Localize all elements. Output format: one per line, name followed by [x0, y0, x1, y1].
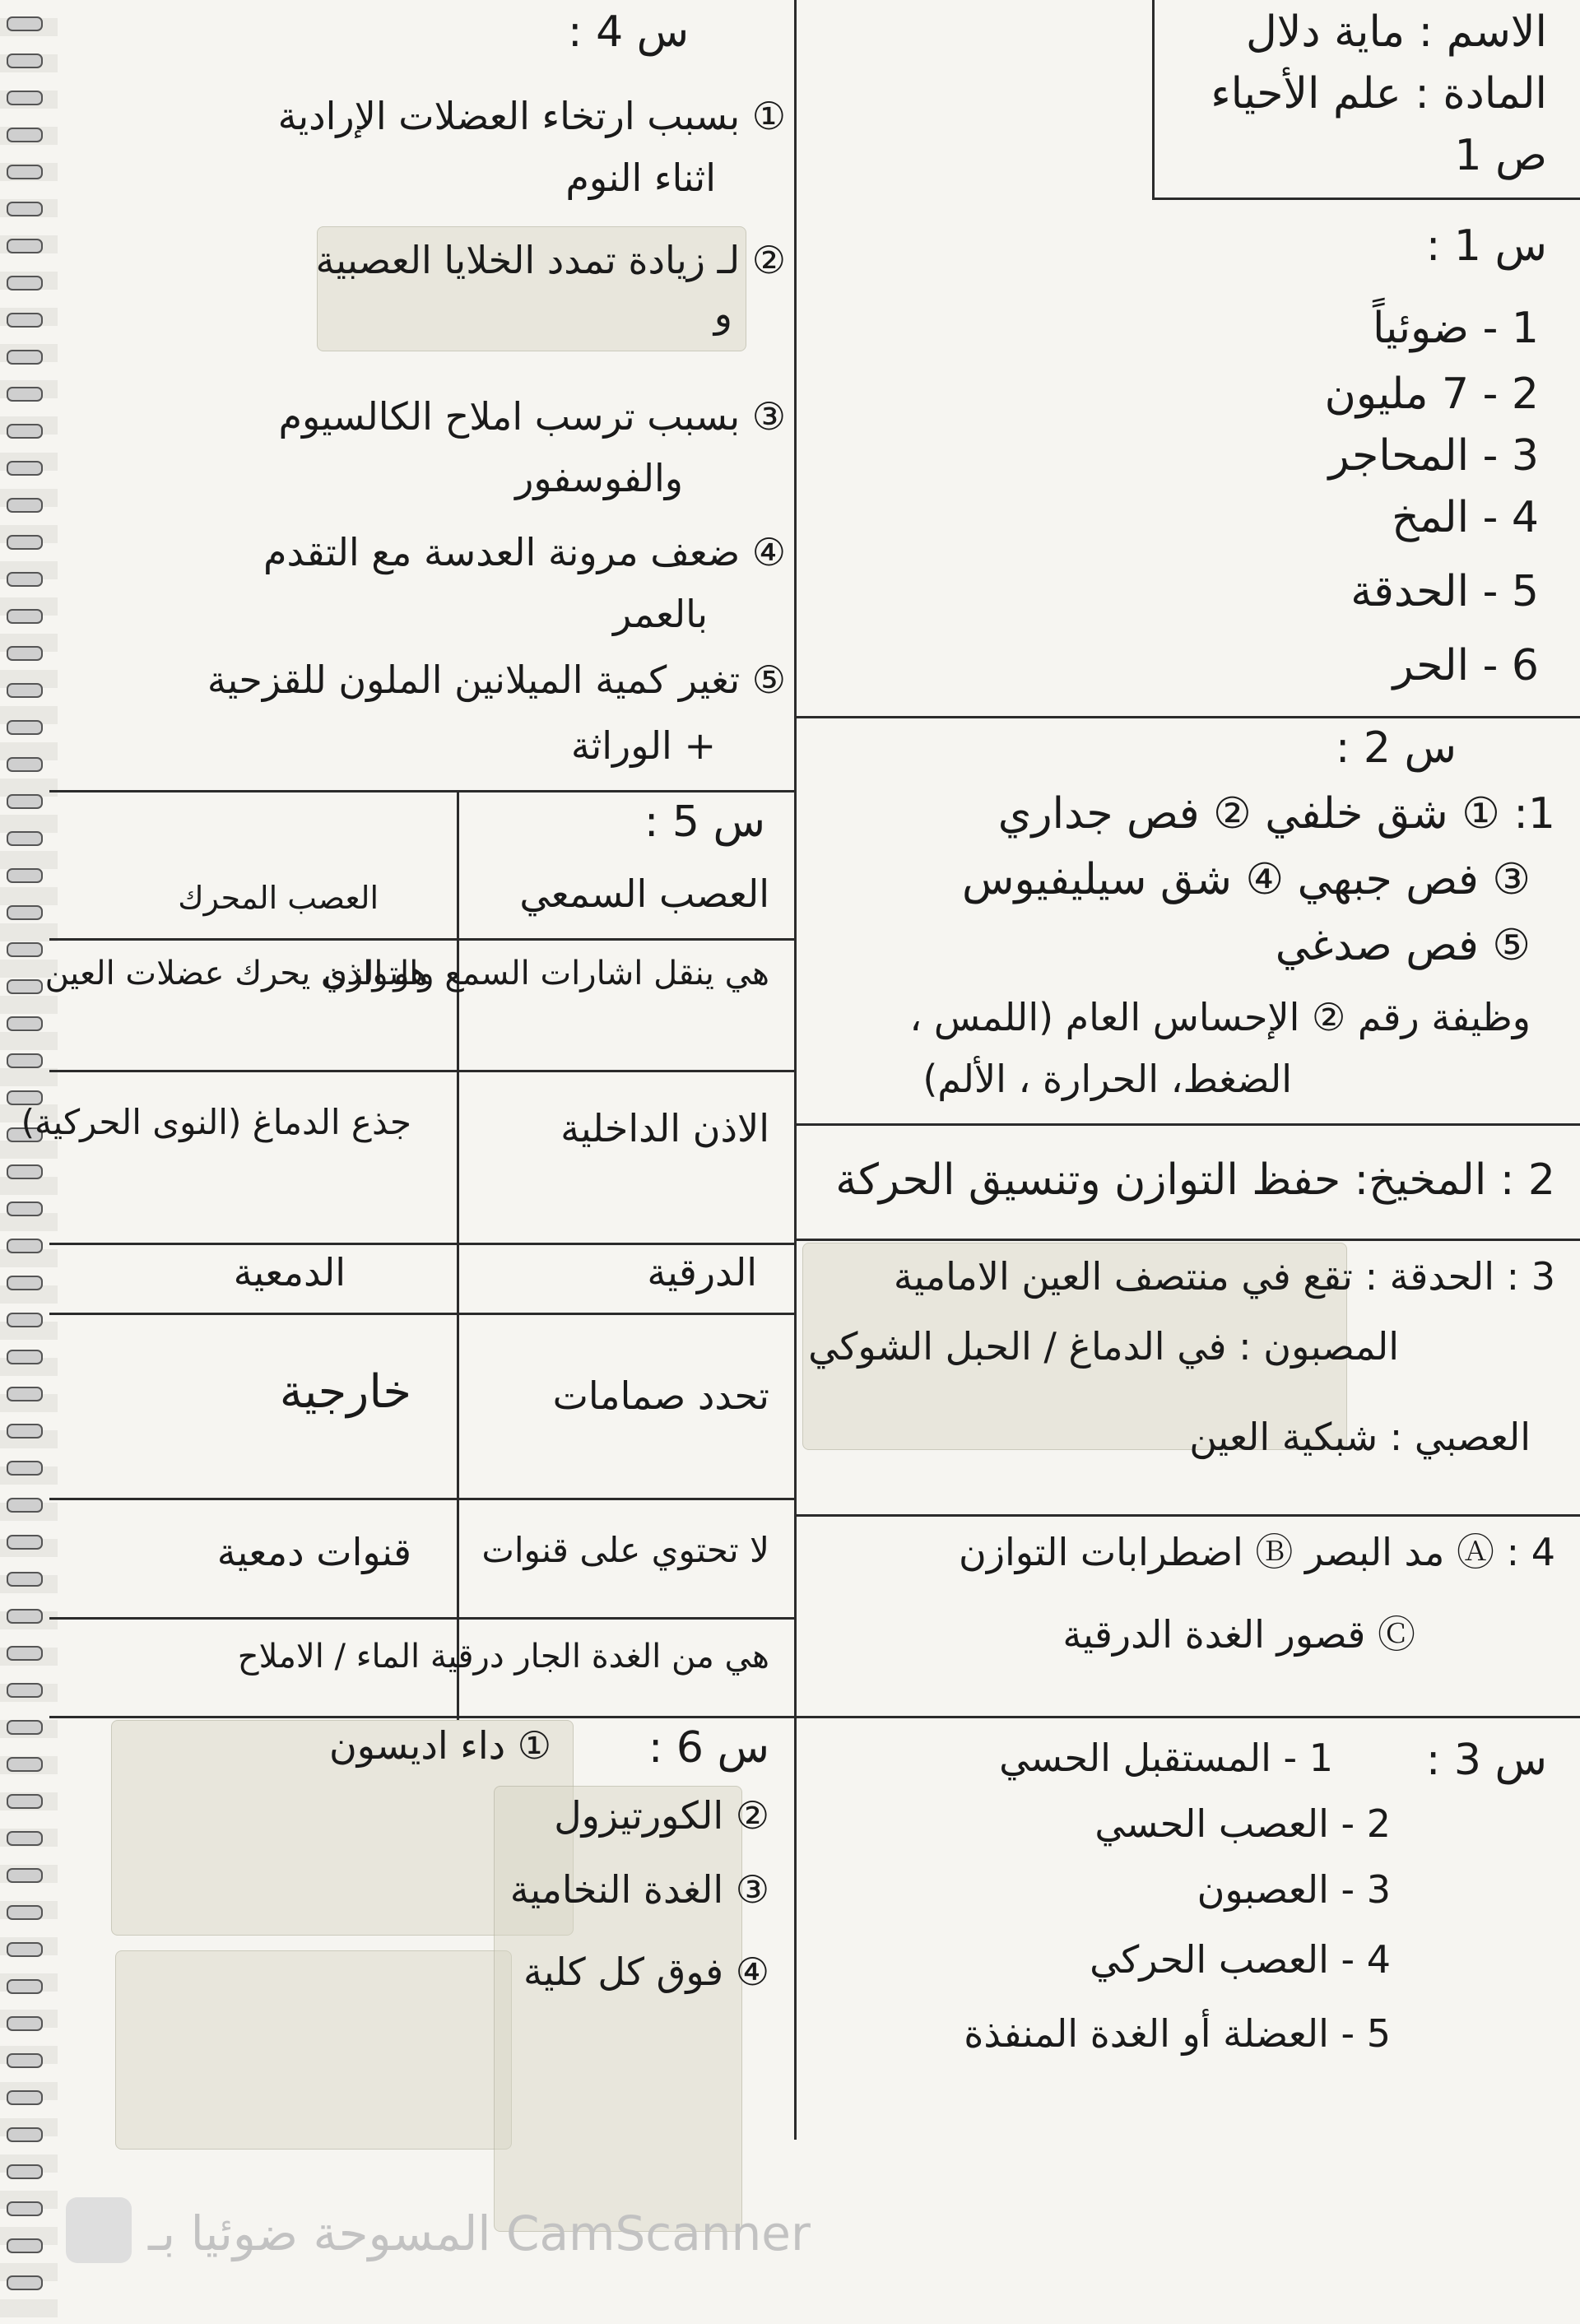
spiral-ring — [7, 646, 43, 661]
q2-item-4-line-2: Ⓒ قصور الغدة الدرقية — [1062, 1612, 1415, 1657]
spiral-ring — [7, 1461, 43, 1476]
q5-row-line — [49, 1617, 794, 1620]
spiral-ring — [7, 2090, 43, 2105]
spiral-ring — [7, 1979, 43, 1994]
q5-cell-5-b: قنوات دمعية — [216, 1530, 411, 1574]
q4-separator — [49, 790, 794, 792]
q3-item-5: 5 - العضلة أو الغدة المنفذة — [964, 2011, 1391, 2056]
spiral-ring — [7, 1053, 43, 1068]
q5-cell-4-a: تحدد صمامات — [552, 1373, 769, 1418]
page-label: ص 1 — [1454, 131, 1547, 180]
q5-bottom-line — [49, 1716, 794, 1718]
spiral-ring — [7, 1239, 43, 1253]
q4-a4-line-2: بالعمر — [613, 592, 708, 636]
q4-a4-line-1: ④ ضعف مرونة العدسة مع التقدم — [263, 530, 786, 574]
spiral-ring — [7, 535, 43, 550]
q3-item-4: 4 - العصب الحركي — [1090, 1937, 1391, 1982]
spiral-ring — [7, 2238, 43, 2253]
spiral-ring — [7, 942, 43, 957]
q5-table-divider — [457, 790, 459, 1720]
q1-item-4: 4 - المخ — [1392, 493, 1539, 542]
q5-cell-1-b: هو الذي يحرك عضلات العين — [44, 955, 428, 992]
spiral-ring — [7, 1498, 43, 1513]
spiral-ring — [7, 165, 43, 179]
spiral-ring — [7, 128, 43, 142]
q1-item-1: 1 - ضوئياً — [1373, 304, 1539, 353]
q4-a5-line-2: + الوراثة — [570, 723, 716, 768]
q3-item-3: 3 - العصبون — [1197, 1867, 1391, 1912]
spiral-ring — [7, 831, 43, 846]
q1-item-6: 6 - الحر — [1392, 641, 1539, 690]
spiral-ring — [7, 1794, 43, 1809]
spiral-ring — [7, 1202, 43, 1216]
q2-line-2: ③ فص جبهي ④ شق سيليفيوس — [961, 855, 1531, 904]
q4-a1-line-2: اثناء النوم — [565, 156, 716, 200]
spiral-ring — [7, 1942, 43, 1957]
q2-item-2: 2 : المخيخ: حفظ التوازن وتنسيق الحركة — [835, 1155, 1555, 1205]
q4-a1-line-1: ① بسبب ارتخاء العضلات الإرادية — [277, 94, 786, 138]
spiral-ring — [7, 2053, 43, 2068]
spiral-ring — [7, 868, 43, 883]
spiral-ring — [7, 350, 43, 365]
q5-footer-note: هي من الغدة الجار درقية الماء / الاملاح — [237, 1638, 769, 1676]
spiral-ring — [7, 1720, 43, 1735]
tape-strip — [494, 1786, 742, 2232]
q5-cell-2-a: الاذن الداخلية — [560, 1106, 769, 1150]
q4-a2-line-2: و — [713, 291, 732, 336]
q5-row-line — [49, 1313, 794, 1315]
camscanner-logo-icon — [66, 2197, 132, 2263]
q2-sep-1 — [797, 1123, 1580, 1126]
spiral-ring — [7, 1164, 43, 1179]
spiral-ring — [7, 720, 43, 735]
spiral-ring — [7, 1905, 43, 1920]
spiral-ring — [7, 1387, 43, 1401]
spiral-ring — [7, 53, 43, 68]
spiral-ring — [7, 1313, 43, 1327]
spiral-ring — [7, 1350, 43, 1364]
q5-cell-3-b: الدمعية — [233, 1250, 346, 1294]
q5-cell-1-a: هي ينقل اشارات السمع والتوازن — [323, 955, 769, 992]
spiral-ring — [7, 1868, 43, 1883]
spiral-ring — [7, 202, 43, 216]
q2-item-3-line-3: العصبي : شبكية العين — [1189, 1415, 1531, 1459]
q2-item-3-line-2: المصبون : في الدماغ / الحبل الشوكي — [808, 1324, 1399, 1369]
q2-sep-4 — [797, 1716, 1580, 1718]
spiral-ring — [7, 2127, 43, 2142]
q2-function-line-1: وظيفة رقم ② الإحساس العام (اللمس ، — [909, 995, 1531, 1039]
spiral-ring — [7, 1831, 43, 1846]
q5-row-line — [49, 1070, 794, 1072]
subject-label: المادة : علم الأحياء — [1211, 69, 1547, 119]
spiral-ring — [7, 1683, 43, 1698]
spiral-binding — [0, 0, 58, 2324]
spiral-ring — [7, 2201, 43, 2216]
spiral-ring — [7, 387, 43, 402]
q5-header-motor: العصب المحرك — [178, 880, 379, 916]
spiral-ring — [7, 1609, 43, 1624]
q4-a3-line-2: والفوسفور — [515, 456, 683, 500]
spiral-ring — [7, 16, 43, 31]
q2-sep-3 — [797, 1514, 1580, 1517]
spiral-ring — [7, 905, 43, 920]
spiral-ring — [7, 461, 43, 476]
spiral-ring — [7, 979, 43, 994]
q3-item-1: 1 - المستقبل الحسي — [999, 1736, 1333, 1780]
spiral-ring — [7, 424, 43, 439]
q1-title: س 1 : — [1425, 221, 1547, 271]
spiral-ring — [7, 1646, 43, 1661]
q5-cell-3-a: الدرقية — [647, 1250, 757, 1294]
spiral-ring — [7, 683, 43, 698]
q6-item-1: ① داء اديسون — [328, 1723, 551, 1768]
center-divider — [794, 0, 797, 2140]
q6-item-2: ② الكورتيزول — [554, 1793, 769, 1838]
q2-item-4-line-1: 4 : Ⓐ مد البصر Ⓑ اضطرابات التوازن — [959, 1530, 1555, 1574]
q2-line-1: 1: ① شق خلفي ② فص جداري — [997, 789, 1555, 839]
q4-a3-line-1: ③ بسبب ترسب املاح الكالسيوم — [278, 394, 786, 439]
spiral-ring — [7, 2275, 43, 2290]
q5-cell-4-b: خارجية — [279, 1365, 411, 1419]
spiral-ring — [7, 276, 43, 290]
q1-item-2: 2 - 7 مليون — [1324, 370, 1539, 419]
spiral-ring — [7, 794, 43, 809]
spiral-ring — [7, 91, 43, 105]
spiral-ring — [7, 1276, 43, 1290]
q1-separator — [797, 716, 1580, 718]
spiral-ring — [7, 572, 43, 587]
q2-sep-2 — [797, 1239, 1580, 1241]
q6-title: س 6 : — [648, 1723, 769, 1773]
q2-title: س 2 : — [1335, 723, 1457, 773]
spiral-ring — [7, 1757, 43, 1772]
tape-strip — [115, 1950, 512, 2150]
spiral-ring — [7, 1572, 43, 1587]
spiral-ring — [7, 757, 43, 772]
student-name: الاسم : ماية دلال — [1245, 7, 1547, 57]
q5-header-auditory: العصب السمعي — [519, 872, 769, 916]
q5-row-line — [49, 1498, 794, 1500]
q5-cell-2-b: جذع الدماغ (النوى الحركية) — [21, 1102, 411, 1142]
spiral-ring — [7, 1535, 43, 1550]
spiral-ring — [7, 313, 43, 328]
camscanner-watermark: المسوحة ضوئيا بـ CamScanner — [148, 2205, 811, 2261]
q3-title: س 3 : — [1425, 1736, 1547, 1785]
spiral-ring — [7, 2016, 43, 2031]
q2-line-3: ⑤ فص صدغي — [1275, 921, 1531, 970]
q5-row-line — [49, 938, 794, 941]
q3-item-2: 2 - العصب الحسي — [1094, 1801, 1391, 1846]
spiral-ring — [7, 498, 43, 513]
spiral-ring — [7, 609, 43, 624]
spiral-ring — [7, 239, 43, 253]
q1-item-3: 3 - المحاجر — [1328, 431, 1539, 481]
spiral-ring — [7, 2164, 43, 2179]
q2-function-line-2: الضغط، الحرارة ، الألم) — [922, 1057, 1292, 1101]
q6-item-4: ④ فوق كل كلية — [523, 1950, 769, 1994]
spiral-ring — [7, 1016, 43, 1031]
spiral-ring — [7, 1424, 43, 1439]
q1-item-5: 5 - الحدقة — [1350, 567, 1539, 616]
q4-title: س 4 : — [568, 7, 690, 57]
q4-a2-line-1: ② لـ زيادة تمدد الخلايا العصبية — [315, 238, 786, 282]
q5-title: س 5 : — [644, 797, 765, 847]
q2-item-3-line-1: 3 : الحدقة : تقع في منتصف العين الامامية — [893, 1254, 1555, 1299]
q5-row-line — [49, 1243, 794, 1245]
q5-cell-5-a: لا تحتوي على قنوات — [481, 1530, 769, 1570]
q6-item-3: ③ الغدة النخامية — [509, 1867, 769, 1912]
q4-a5-line-1: ⑤ تغير كمية الميلانين الملون للقزحية — [207, 658, 786, 702]
